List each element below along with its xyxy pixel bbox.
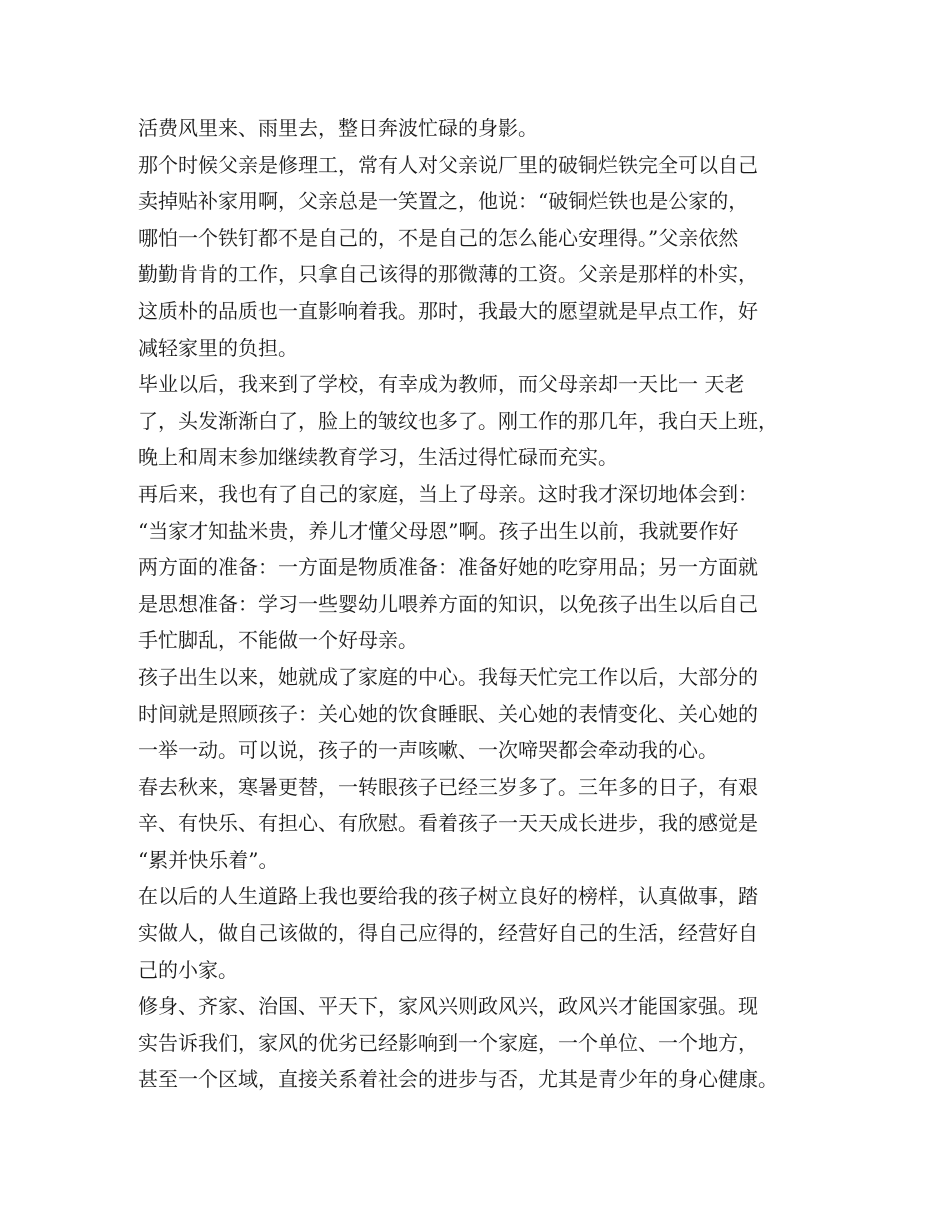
document-body [138,110,828,1098]
text-line: 实告诉我们，家风的优劣已经影响到一个家庭，一个单位、一个地方， [138,1030,758,1055]
text-line: 了，头发渐渐白了，脸上的皱纹也多了。刚工作的那几年，我白天上班， [138,408,778,433]
text-line: 两方面的准备：一方面是物质准备：准备好她的吃穿用品；另一方面就 [138,555,758,580]
text-line: 己的小家。 [138,957,238,982]
text-line: 在以后的人生道路上我也要给我的孩子树立良好的榜样，认真做事，踏 [138,884,758,909]
text-line: 卖掉贴补家用啊，父亲总是一笑置之，他说：“破铜烂铁也是公家的， [138,189,749,214]
text-line: 勤勤肯肯的工作，只拿自己该得的那微薄的工资。父亲是那样的朴实， [138,262,758,287]
text-line: 修身、齐家、治国、平天下，家风兴则政风兴，政风兴才能国家强。现 [138,994,758,1019]
text-line: 时间就是照顾孩子：关心她的饮食睡眠、关心她的表情变化、关心她的 [138,701,758,726]
text-line: 甚至一个区域，直接关系着社会的进步与否，尤其是青少年的身心健康。 [138,1067,778,1092]
text-line: “累并快乐着”。 [138,847,279,872]
text-line: 再后来，我也有了自己的家庭，当上了母亲。这时我才深切地体会到： [138,481,758,506]
text-line: 哪怕一个铁钉都不是自己的，不是自己的怎么能心安理得。”父亲依然 [138,225,739,250]
text-line: 手忙脚乱，不能做一个好母亲。 [138,628,418,653]
text-line: 那个时候父亲是修理工，常有人对父亲说厂里的破铜烂铁完全可以自己 [138,152,758,177]
text-line: 晚上和周末参加继续教育学习，生活过得忙碌而充实。 [138,445,618,470]
text-line: “当家才知盐米贵，养儿才懂父母恩”啊。孩子出生以前，我就要作好 [138,518,739,543]
text-line: 活费风里来、雨里去，整日奔波忙碌的身影。 [138,116,538,140]
text-line: 减轻家里的负担。 [138,335,298,360]
text-line: 实做人，做自己该做的，得自己应得的，经营好自己的生活，经营好自 [138,921,758,946]
text-line: 这质朴的品质也一直影响着我。那时，我最大的愿望就是早点工作，好 [138,298,758,323]
text-line: 一举一动。可以说，孩子的一声咳嗽、一次啼哭都会牵动我的心。 [138,738,718,763]
text-line: 辛、有快乐、有担心、有欣慰。看着孩子一天天成长进步，我的感觉是 [138,811,758,836]
text-line: 孩子出生以来，她就成了家庭的中心。我每天忙完工作以后，大部分的 [138,664,758,689]
text-line: 春去秋来，寒暑更替，一转眼孩子已经三岁多了。三年多的日子，有艰 [138,774,758,799]
text-line: 毕业以后，我来到了学校，有幸成为教师，而父母亲却一天比一 天老 [138,372,745,397]
text-line: 是思想准备：学习一些婴幼儿喂养方面的知识，以免孩子出生以后自己 [138,591,758,616]
